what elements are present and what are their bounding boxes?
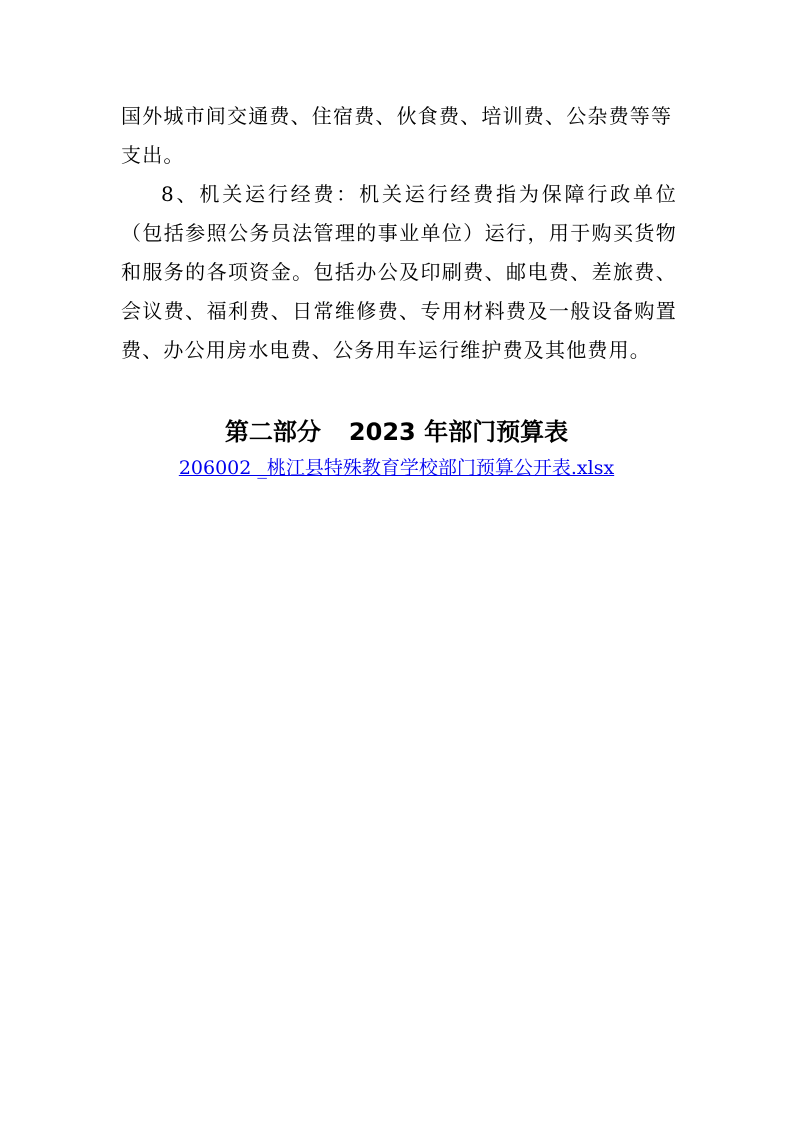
- section-title-text: 2023 年部门预算表: [348, 418, 569, 446]
- paragraph-item-8-operating-expenses: 8、机关运行经费：机关运行经费指为保障行政单位（包括参照公务员法管理的事业单位）运行，用于购买货物和服务的各项资金。包括办公及印刷费、邮电费、差旅费、会议费、福利费、日常维修费、专用材料费及一般设备购置费、办公用房水电费、公务用车运行维护费及其他费用。: [121, 182, 677, 362]
- paragraph-continuation: 国外城市间交通费、住宿费、伙食费、培训费、公杂费等等支出。: [121, 104, 673, 167]
- section-title: [0, 412, 793, 452]
- attachment-file-link[interactable]: 206002 _桃江县特殊教育学校部门预算公开表.xlsx: [178, 457, 615, 479]
- section-title-part: 第二部分: [224, 418, 321, 446]
